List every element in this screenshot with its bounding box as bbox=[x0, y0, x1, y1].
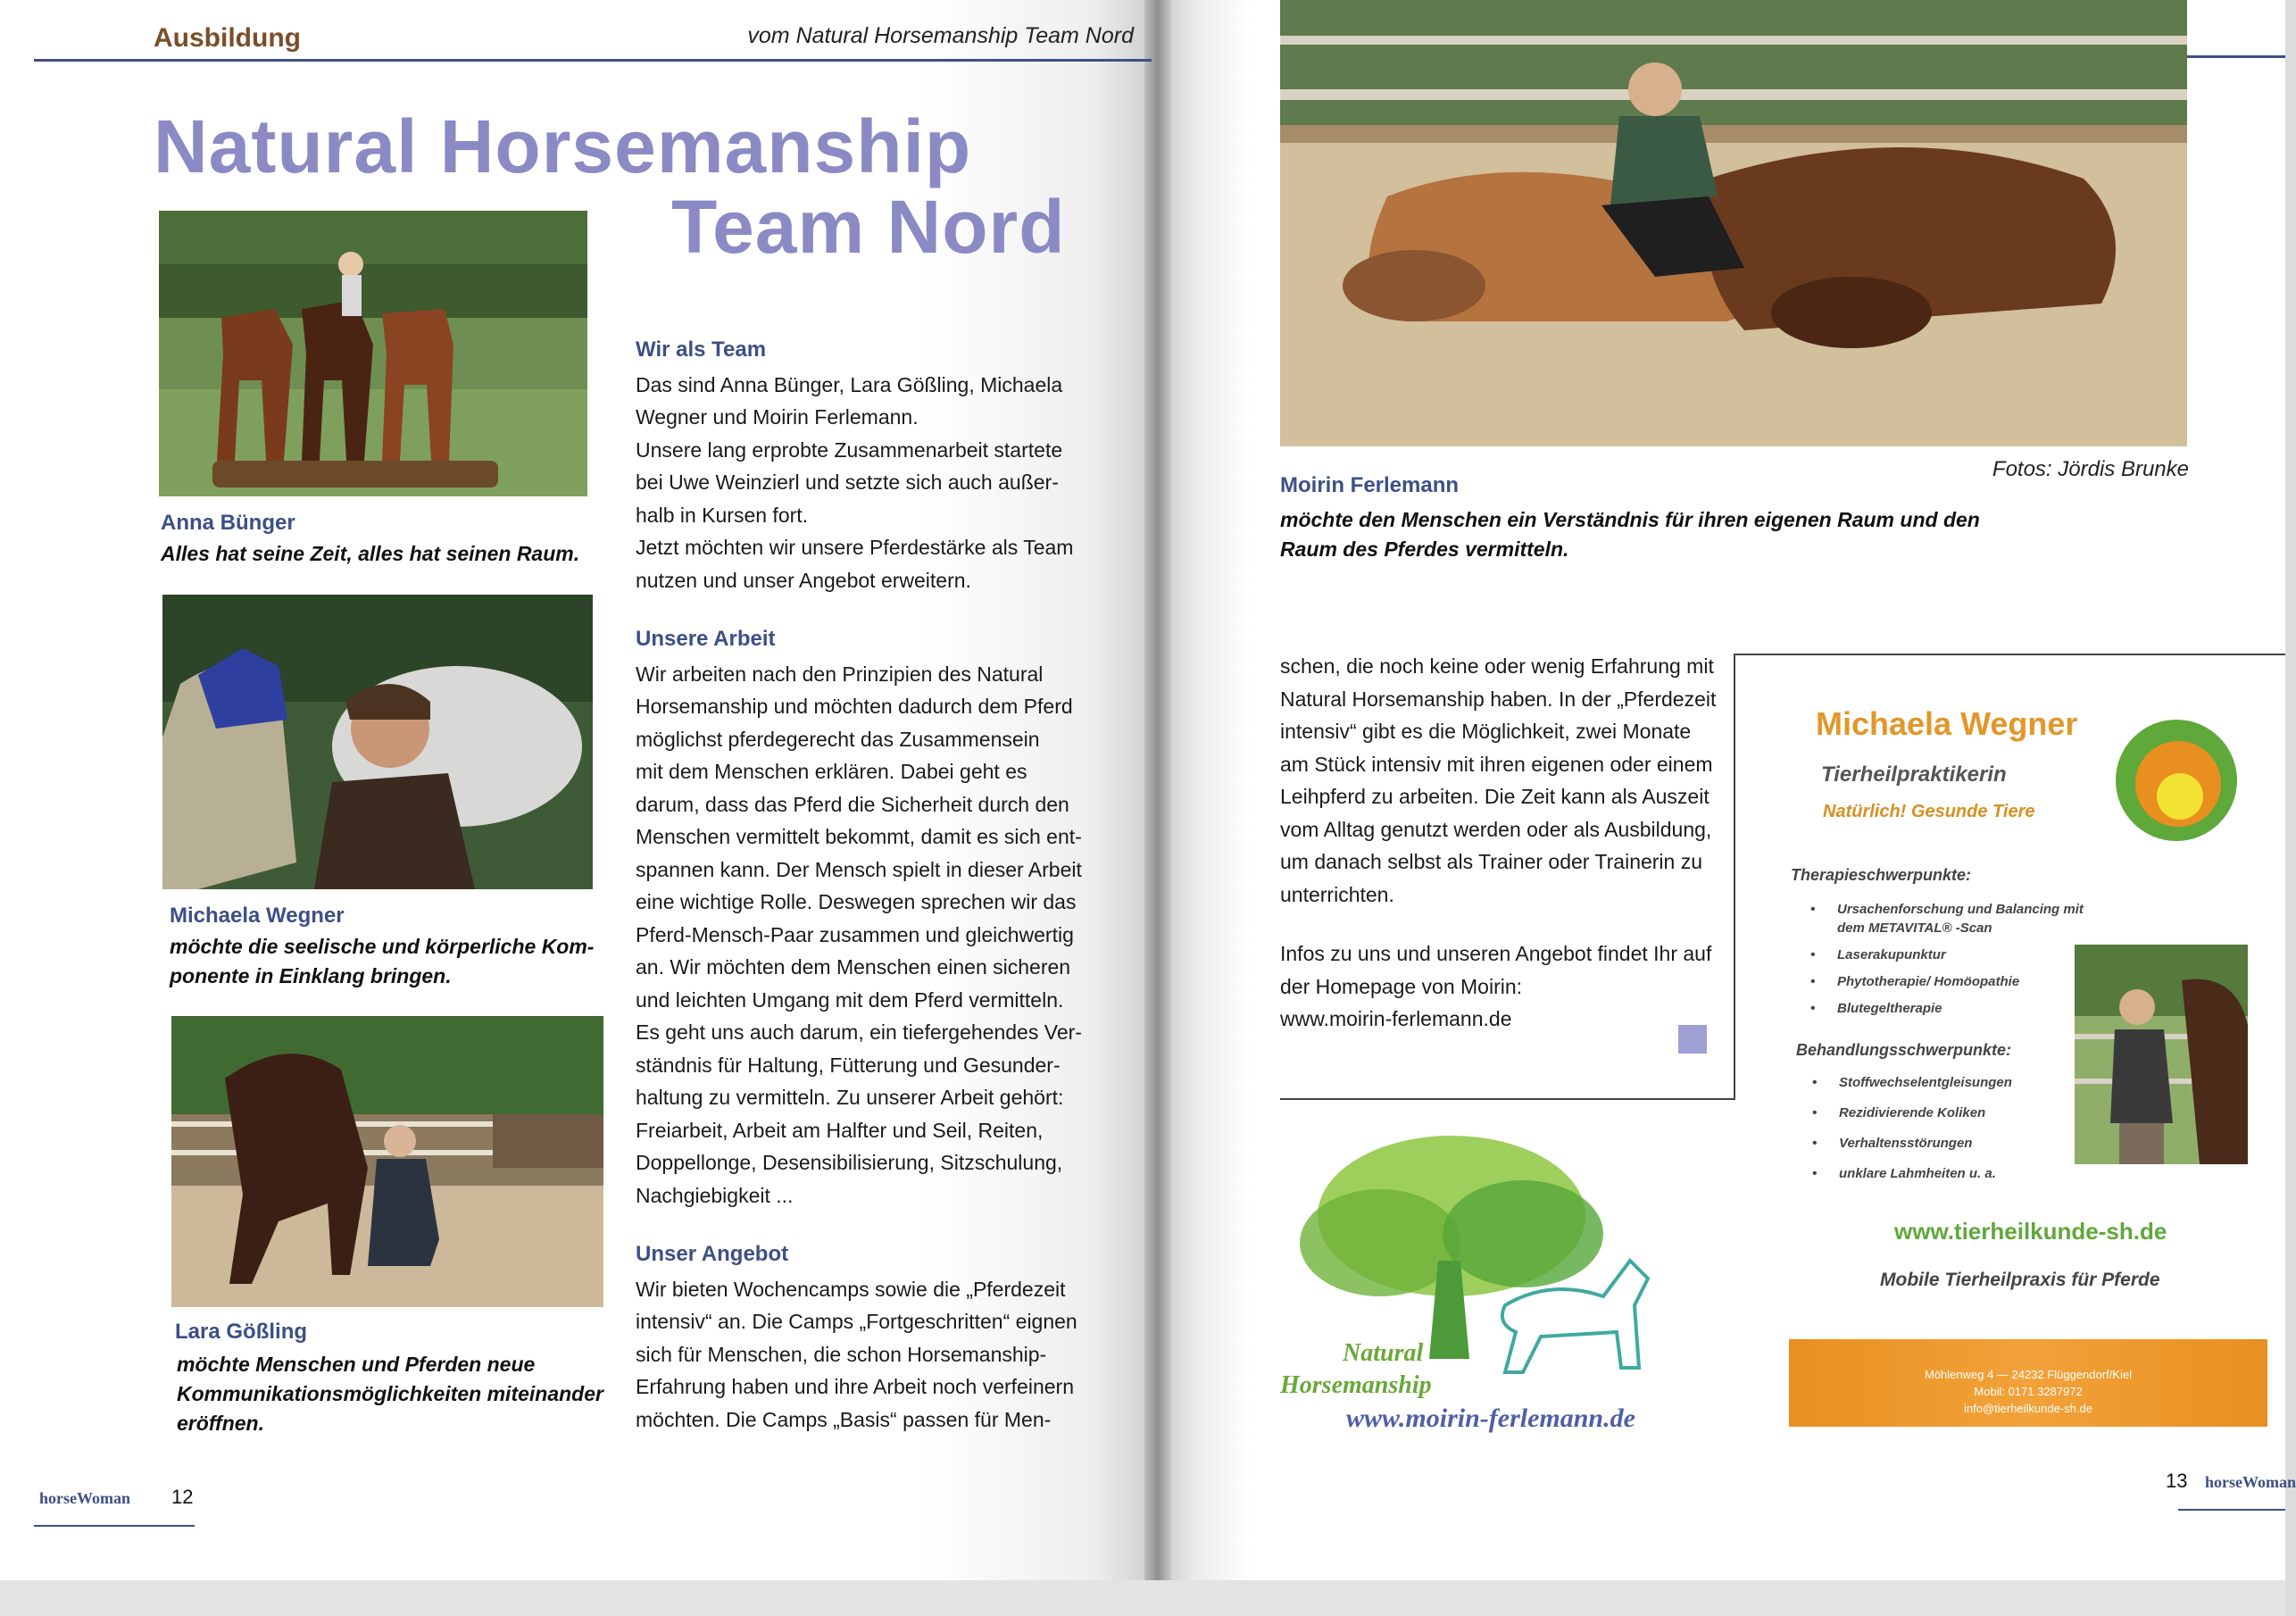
treatment-heading: Behandlungsschwerpunkte: bbox=[1796, 1041, 2012, 1059]
list-item: • Verhaltensstörungen bbox=[1812, 1134, 2089, 1153]
ad-website[interactable]: www.tierheilkunde-sh.de bbox=[1894, 1218, 2167, 1245]
ad-slogan: Natürlich! Gesunde Tiere bbox=[1823, 802, 2035, 821]
page-number-left: 12 bbox=[171, 1486, 194, 1508]
list-item: • Phytotherapie/ Homöopathie bbox=[1810, 972, 2096, 991]
article-column-left bbox=[636, 334, 1100, 1462]
page-number-right: 13 bbox=[2166, 1470, 2188, 1492]
list-item: • Laserakupunktur bbox=[1810, 945, 2096, 964]
footer-rule-right bbox=[2178, 1509, 2285, 1511]
website-link[interactable]: www.moirin-ferlemann.de bbox=[1280, 1007, 1512, 1030]
background-strip bbox=[0, 1580, 2285, 1616]
therapy-list bbox=[1810, 900, 2096, 1026]
caption-name: Anna Bünger bbox=[161, 511, 295, 535]
ad-address: Möhlenweg 4 — 24232 Flüggendorf/Kiel bbox=[1925, 1368, 2132, 1381]
therapy-heading: Therapieschwerpunkte: bbox=[1791, 866, 1972, 884]
caption-text: Alles hat seine Zeit, alles hat seinen Raum. bbox=[161, 542, 580, 565]
nh-logo-line2: Horsemanship bbox=[1280, 1371, 1432, 1399]
section-wir-als-team: Wir als Team Das sind Anna Bünger, Lara Gößling, Michaela Wegner und Moirin Ferlemann. Unsere lang erprobte Zusammenarbeit startete bei Uwe Weinzierl und setzte sich auch außer- halb in Kursen fort. Jetzt möchten wir unsere Pferdestärke als Team nutzen und unser Angebot erweitern. bbox=[636, 334, 1100, 596]
ad-frame bbox=[1280, 1098, 1735, 1100]
list-item: • Ursachenforschung und Balancing mit dem METAVITAL® -Scan bbox=[1810, 900, 2096, 937]
caption-name: Michaela Wegner bbox=[170, 904, 345, 928]
ad-mobile-practice: Mobile Tierheilpraxis für Pferde bbox=[1880, 1270, 2160, 1290]
footer-rule bbox=[34, 1525, 195, 1527]
list-item: • Stoffwechselentgleisungen bbox=[1812, 1073, 2089, 1092]
header-rule bbox=[34, 59, 1152, 62]
end-of-article-square bbox=[1678, 1025, 1707, 1054]
list-item: • Rezidivierende Koliken bbox=[1812, 1104, 2089, 1122]
ad-frame bbox=[1734, 654, 1735, 1100]
article-title-line1: Natural Horsemanship bbox=[154, 104, 972, 188]
ad-name: Michaela Wegner bbox=[1816, 705, 2078, 742]
section-heading: Unsere Arbeit bbox=[636, 627, 776, 651]
magazine-logo-right: horseWoman bbox=[2205, 1473, 2296, 1491]
binding-gutter bbox=[1144, 0, 1171, 1580]
ad-email[interactable]: info@tierheilkunde-sh.de bbox=[1963, 1402, 2092, 1415]
photo-credit: Fotos: Jördis Brunke bbox=[1992, 457, 2189, 481]
section-unsere-arbeit: Unsere Arbeit Wir arbeiten nach den Prinzipien des Natural Horsemanship und möchten dadurch dem Pferd möglichst pferdegerecht das Zusammensein mit dem Menschen erklären. Dabei geht es darum, dass das Pferd die Sicherheit durch den Menschen vermittelt bekommt, damit es sich ent- spannen kann. Der Mensch spielt in dieser Arbeit eine wichtige Rolle. Deswegen sprechen wir das Pferd-Mensch-Paar zusammen und gleichwertig an. Wir möchten dem Menschen einen sicheren und leichten Umgang mit dem Pferd vermitteln. Es geht uns auch darum, ein tiefergehendes Ver- ständnis für Haltung, Fütterung und Gesunder- haltung zu vermitteln. Zu unserer Arbeit gehört: Freiarbeit, Arbeit am Halfter und Seil, Reiten, Doppellonge, Desensibilisierung, Sitzschulung, Nachgiebigkeit ... bbox=[636, 623, 1100, 1212]
section-heading: Wir als Team bbox=[636, 337, 767, 362]
section-heading: Unser Angebot bbox=[636, 1242, 789, 1266]
article-column-right: schen, die noch keine oder wenig Erfahrung mit Natural Horsemanship haben. In der „Pferdezeit intensiv“ gibt es die Möglichkeit, zwei Monate am Stück intensiv mit ihren eigenen oder einem Leihpferd zu arbeiten. Die Zeit kann als Auszeit vom Alltag genutzt werden oder als Ausbildung, um danach selbst als Trainer oder Trainerin zu unterrichten. Infos zu uns und unseren Angebot findet Ihr auf der Homepage von Moirin: www.moirin-ferlemann.de bbox=[1280, 650, 1726, 1036]
ad-profession: Tierheilpraktikerin bbox=[1821, 762, 2007, 787]
ad-portrait-photo bbox=[2075, 945, 2248, 1164]
photo-anna-buenger bbox=[159, 211, 587, 496]
list-item: • Blutegeltherapie bbox=[1810, 999, 2096, 1018]
nh-logo-line1: Natural bbox=[1343, 1339, 1424, 1367]
caption-name: Lara Gößling bbox=[175, 1320, 308, 1344]
article-title-line2: Team Nord bbox=[671, 185, 1066, 269]
header-subtitle: vom Natural Horsemanship Team Nord bbox=[747, 23, 1134, 48]
nh-logo-website[interactable]: www.moirin-ferlemann.de bbox=[1346, 1404, 1635, 1433]
magazine-logo-left: horseWoman bbox=[39, 1489, 131, 1507]
photo-moirin-ferlemann bbox=[1280, 0, 2187, 446]
ad-circle-logo bbox=[2114, 718, 2239, 843]
section-unser-angebot: Unser Angebot Wir bieten Wochencamps sowie die „Pferdezeit intensiv“ an. Die Camps „Fortgeschritten“ eignen sich für Menschen, die schon Horsemanship- Erfahrung haben und ihre Arbeit noch verfeinern möchten. Die Camps „Basis“ passen für Men- bbox=[636, 1238, 1100, 1436]
ad-phone: Mobil: 0171 3287972 bbox=[1974, 1385, 2083, 1398]
photo-lara-goessling bbox=[171, 1016, 603, 1307]
ad-frame bbox=[1734, 654, 2285, 655]
header-rule-right bbox=[2178, 55, 2285, 58]
caption-text: möchte Menschen und Pferden neue Kommunikationsmöglichkeiten miteinander eröffnen. bbox=[177, 1353, 603, 1435]
ad-contact-bar bbox=[1789, 1339, 2267, 1427]
caption-text: möchte den Menschen ein Verständnis für ihren eigenen Raum und den Raum des Pferdes vermitteln. bbox=[1280, 508, 1980, 561]
caption-name: Moirin Ferlemann bbox=[1280, 473, 1460, 497]
info-block: Infos zu uns und unseren Angebot findet Ihr auf der Homepage von Moirin: www.moirin-ferlemann.de bbox=[1280, 937, 1726, 1036]
treatment-list bbox=[1812, 1073, 2089, 1191]
photo-michaela-wegner bbox=[162, 595, 593, 889]
section-label: Ausbildung bbox=[154, 23, 301, 53]
caption-text: möchte die seelische und körperliche Kom- ponente in Einklang bringen. bbox=[170, 935, 595, 987]
list-item: • unklare Lahmheiten u. a. bbox=[1812, 1164, 2089, 1183]
